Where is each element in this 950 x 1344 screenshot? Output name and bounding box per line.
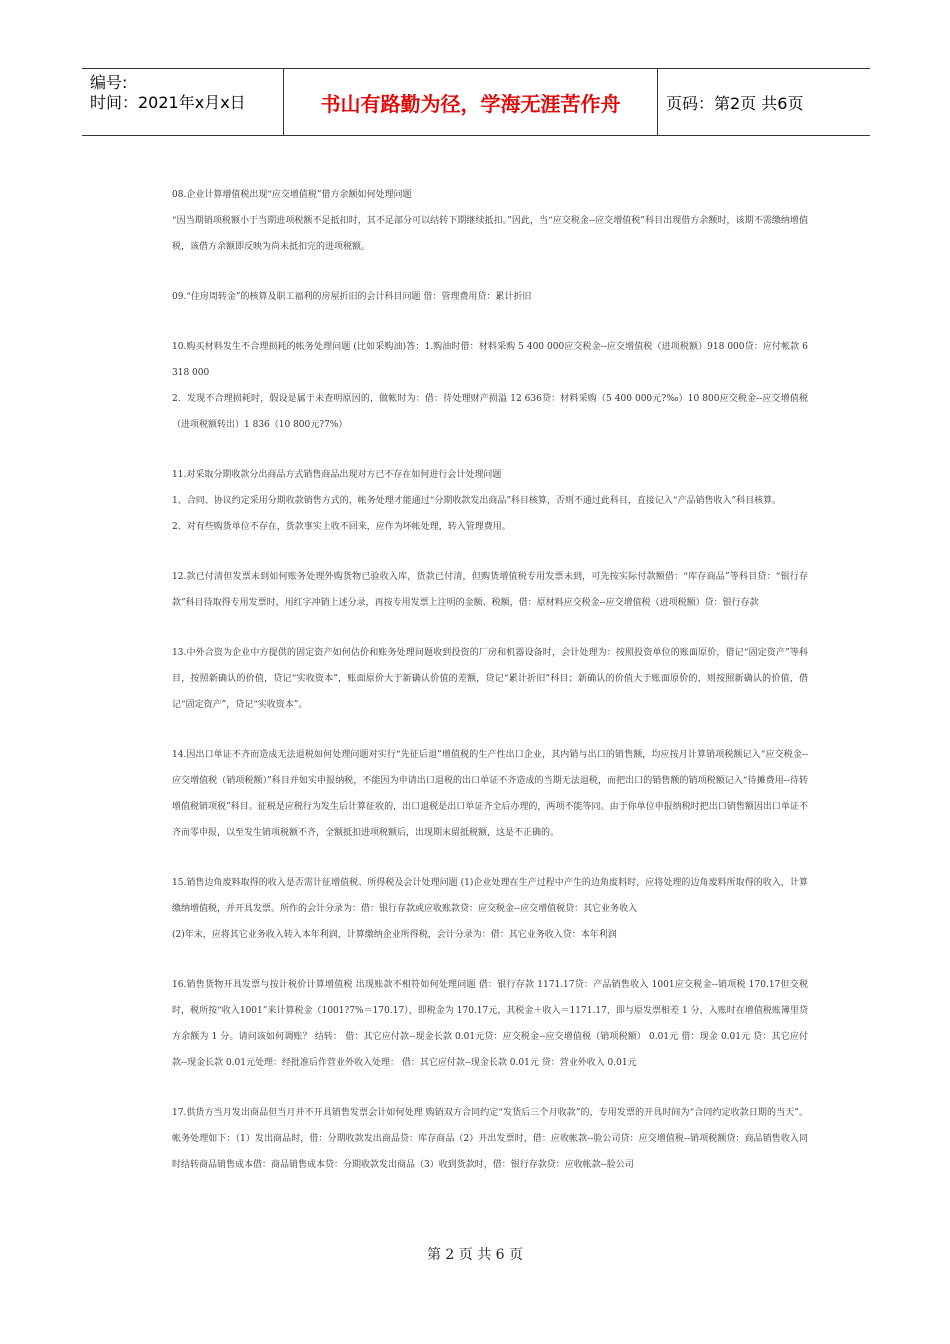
qa-item	[172, 742, 808, 846]
document-number-label: 编号:	[90, 73, 128, 92]
qa-item-question: 16.销售货物开具发票与按计税价计算增值税 出现账款不相符如何处理问题 借：银行存款 1171.17贷：产品销售收入 1001应交税金--销项税 170.17但交税时，税所按“收入1001”来计算税金（1001?7%＝170.17），即税金为 170.17元，其税金＋收入＝1171.17，即与原发票相差 1 分，入账时在增值税账簿里贷方余额为 1 分。请问该如何调账？ 结转： 借：其它应付款--现金长款 0.01元贷：应交税金--应交增值税（销项税额） 0.01元 借：现金 0.01元 贷：其它应付款--现金长款 0.01元处理：经批准后作营业外收入处理： 借：其它应付款--现金长款 0.01元 贷：营业外收入 0.01元	[172, 980, 808, 1068]
qa-item-paragraph: (2)年末，应将其它业务收入转入本年利润，计算缴纳企业所得税，会计分录为：借：其它业务收入贷：本年利润	[172, 930, 617, 940]
qa-item	[172, 462, 808, 540]
qa-item-paragraph: 2．发现不合理损耗时，假设是属于未查明原因的，做帐时为：借：待处理财产损溢 12 636贷：材料采购（5 400 000元?‰）10 800应交税金--应交增值税（进项税额转出）1 836（10 800元?7%）	[172, 394, 808, 430]
qa-item-question: 10.购买材料发生不合理损耗的帐务处理问题 (比如采购油)答：1.购油时借：材料采购 5 400 000应交税金--应交增值税（进项税额）918 000贷：应付帐款 6 318 000	[172, 342, 808, 378]
qa-item-question: 08.企业计算增值税出现“应交增值税”借方余额如何处理问题	[172, 190, 412, 200]
qa-item	[172, 640, 808, 718]
page-footer: 第 2 页 共 6 页	[426, 1247, 524, 1263]
page-header	[82, 68, 870, 136]
qa-item-question: 13.中外合资为企业中方提供的固定资产如何估价和账务处理问题收到投资的厂房和机器设备时，会计处理为：按照投资单位的账面原价，借记“固定资产”等科目，按照新确认的价值，贷记“实收资本”，账面原价大于新确认价值的差额，贷记“累计折旧”科目；新确认的价值大于账面原价的，则按照新确认的价值，借记“固定资产”，贷记“实收资本”。	[172, 648, 808, 710]
qa-item	[172, 334, 808, 438]
qa-item-question: 11.对采取分期收款分出商品方式销售商品出现对方已不存在如何进行会计处理问题	[172, 470, 502, 480]
qa-item	[172, 182, 808, 260]
qa-item	[172, 564, 808, 616]
qa-item-paragraph: 1、合同、协议约定采用分期收款销售方式的，帐务处理才能通过“分期收款发出商品”科目核算，否则不通过此科目，直接记入“产品销售收入”科目核算。	[172, 496, 782, 506]
document-time-label: 时间：2021年x月x日	[90, 93, 246, 112]
qa-item	[172, 284, 808, 310]
qa-item-question: 09.“住房周转金”的核算及职工福利的房屋折旧的会计科目问题 借：管理费用贷：累计折旧	[172, 292, 532, 302]
qa-item-paragraph: 2、对有些购货单位不存在，货款事实上收不回来，应作为坏帐处理，转入管理费用。	[172, 522, 511, 532]
qa-item-question: 15.销售边角废料取得的收入是否需计征增值税、所得税及会计处理问题 (1)企业处理在生产过程中产生的边角废料时，应将处理的边角废料所取得的收入，计算缴纳增值税，并开具发票。所作的会计分录为：借：银行存款或应收账款贷：应交税金--应交增值税贷：其它业务收入	[172, 878, 808, 914]
qa-item	[172, 870, 808, 948]
qa-item-question: 17.供货方当月发出商品但当月并不开具销售发票会计如何处理 购销双方合同约定“发货后三个月收款”的，专用发票的开具时间为“合同约定收款日期的当天”。帐务处理如下：（1）发出商品时，借：分期收款发出商品贷：库存商品（2）开出发票时，借：应收帐款--脸公司贷：应交增值税--销项税额贷：商品销售收入同时结转商品销售成本借：商品销售成本贷：分期收款发出商品（3）收到货款时，借：银行存款贷：应收帐款--脸公司	[172, 1108, 808, 1170]
qa-item-question: 12.款已付清但发票未到如何账务处理外购货物已验收入库，货款已付清，但购货增值税专用发票未到，可先按实际付款额借：“库存商品”等科目贷：“银行存款”科目待取得专用发票时，用红字冲销上述分录，再按专用发票上注明的金额、税额，借：原材料应交税金--应交增值税（进项税额）贷：银行存款	[172, 572, 808, 608]
header-page-number: 页码：第2页 共6页	[666, 93, 804, 113]
qa-item	[172, 1100, 808, 1178]
document-body	[172, 182, 808, 1202]
qa-item	[172, 972, 808, 1076]
header-meta	[82, 69, 284, 135]
qa-item-paragraph: “因当期销项税额小于当期进项税额不足抵扣时，其不足部分可以结转下期继续抵扣。”因此，当“应交税金--应交增值税”科目出现借方余额时，该期不需缴纳增值税，该借方余额即反映为尚未抵扣完的进项税额。	[172, 216, 808, 252]
qa-item-question: 14.因出口单证不齐而造成无法退税如何处理问题对实行“先征后退”增值税的生产性出口企业，其内销与出口的销售额，均应按月计算销项税额记入“应交税金--应交增值税（销项税额）”科目并如实申报纳税，不能因为申请出口退税的出口单证不齐造成的当期无法退税，而把出口的销售额的销项税额记入“待摊费用--待转增值税销项税”科目。征税是应税行为发生后计算征收的，出口退税是出口单证齐全后办理的，两项不能等同。由于你单位申报纳税时把出口销售额因出口单证不齐而零申报，以至发生销项税额不齐，全额抵扣进项税额后，出现期末留抵税额，这是不正确的。	[172, 750, 808, 838]
header-motto: 书山有路勤为径，学海无涯苦作舟	[284, 69, 658, 135]
